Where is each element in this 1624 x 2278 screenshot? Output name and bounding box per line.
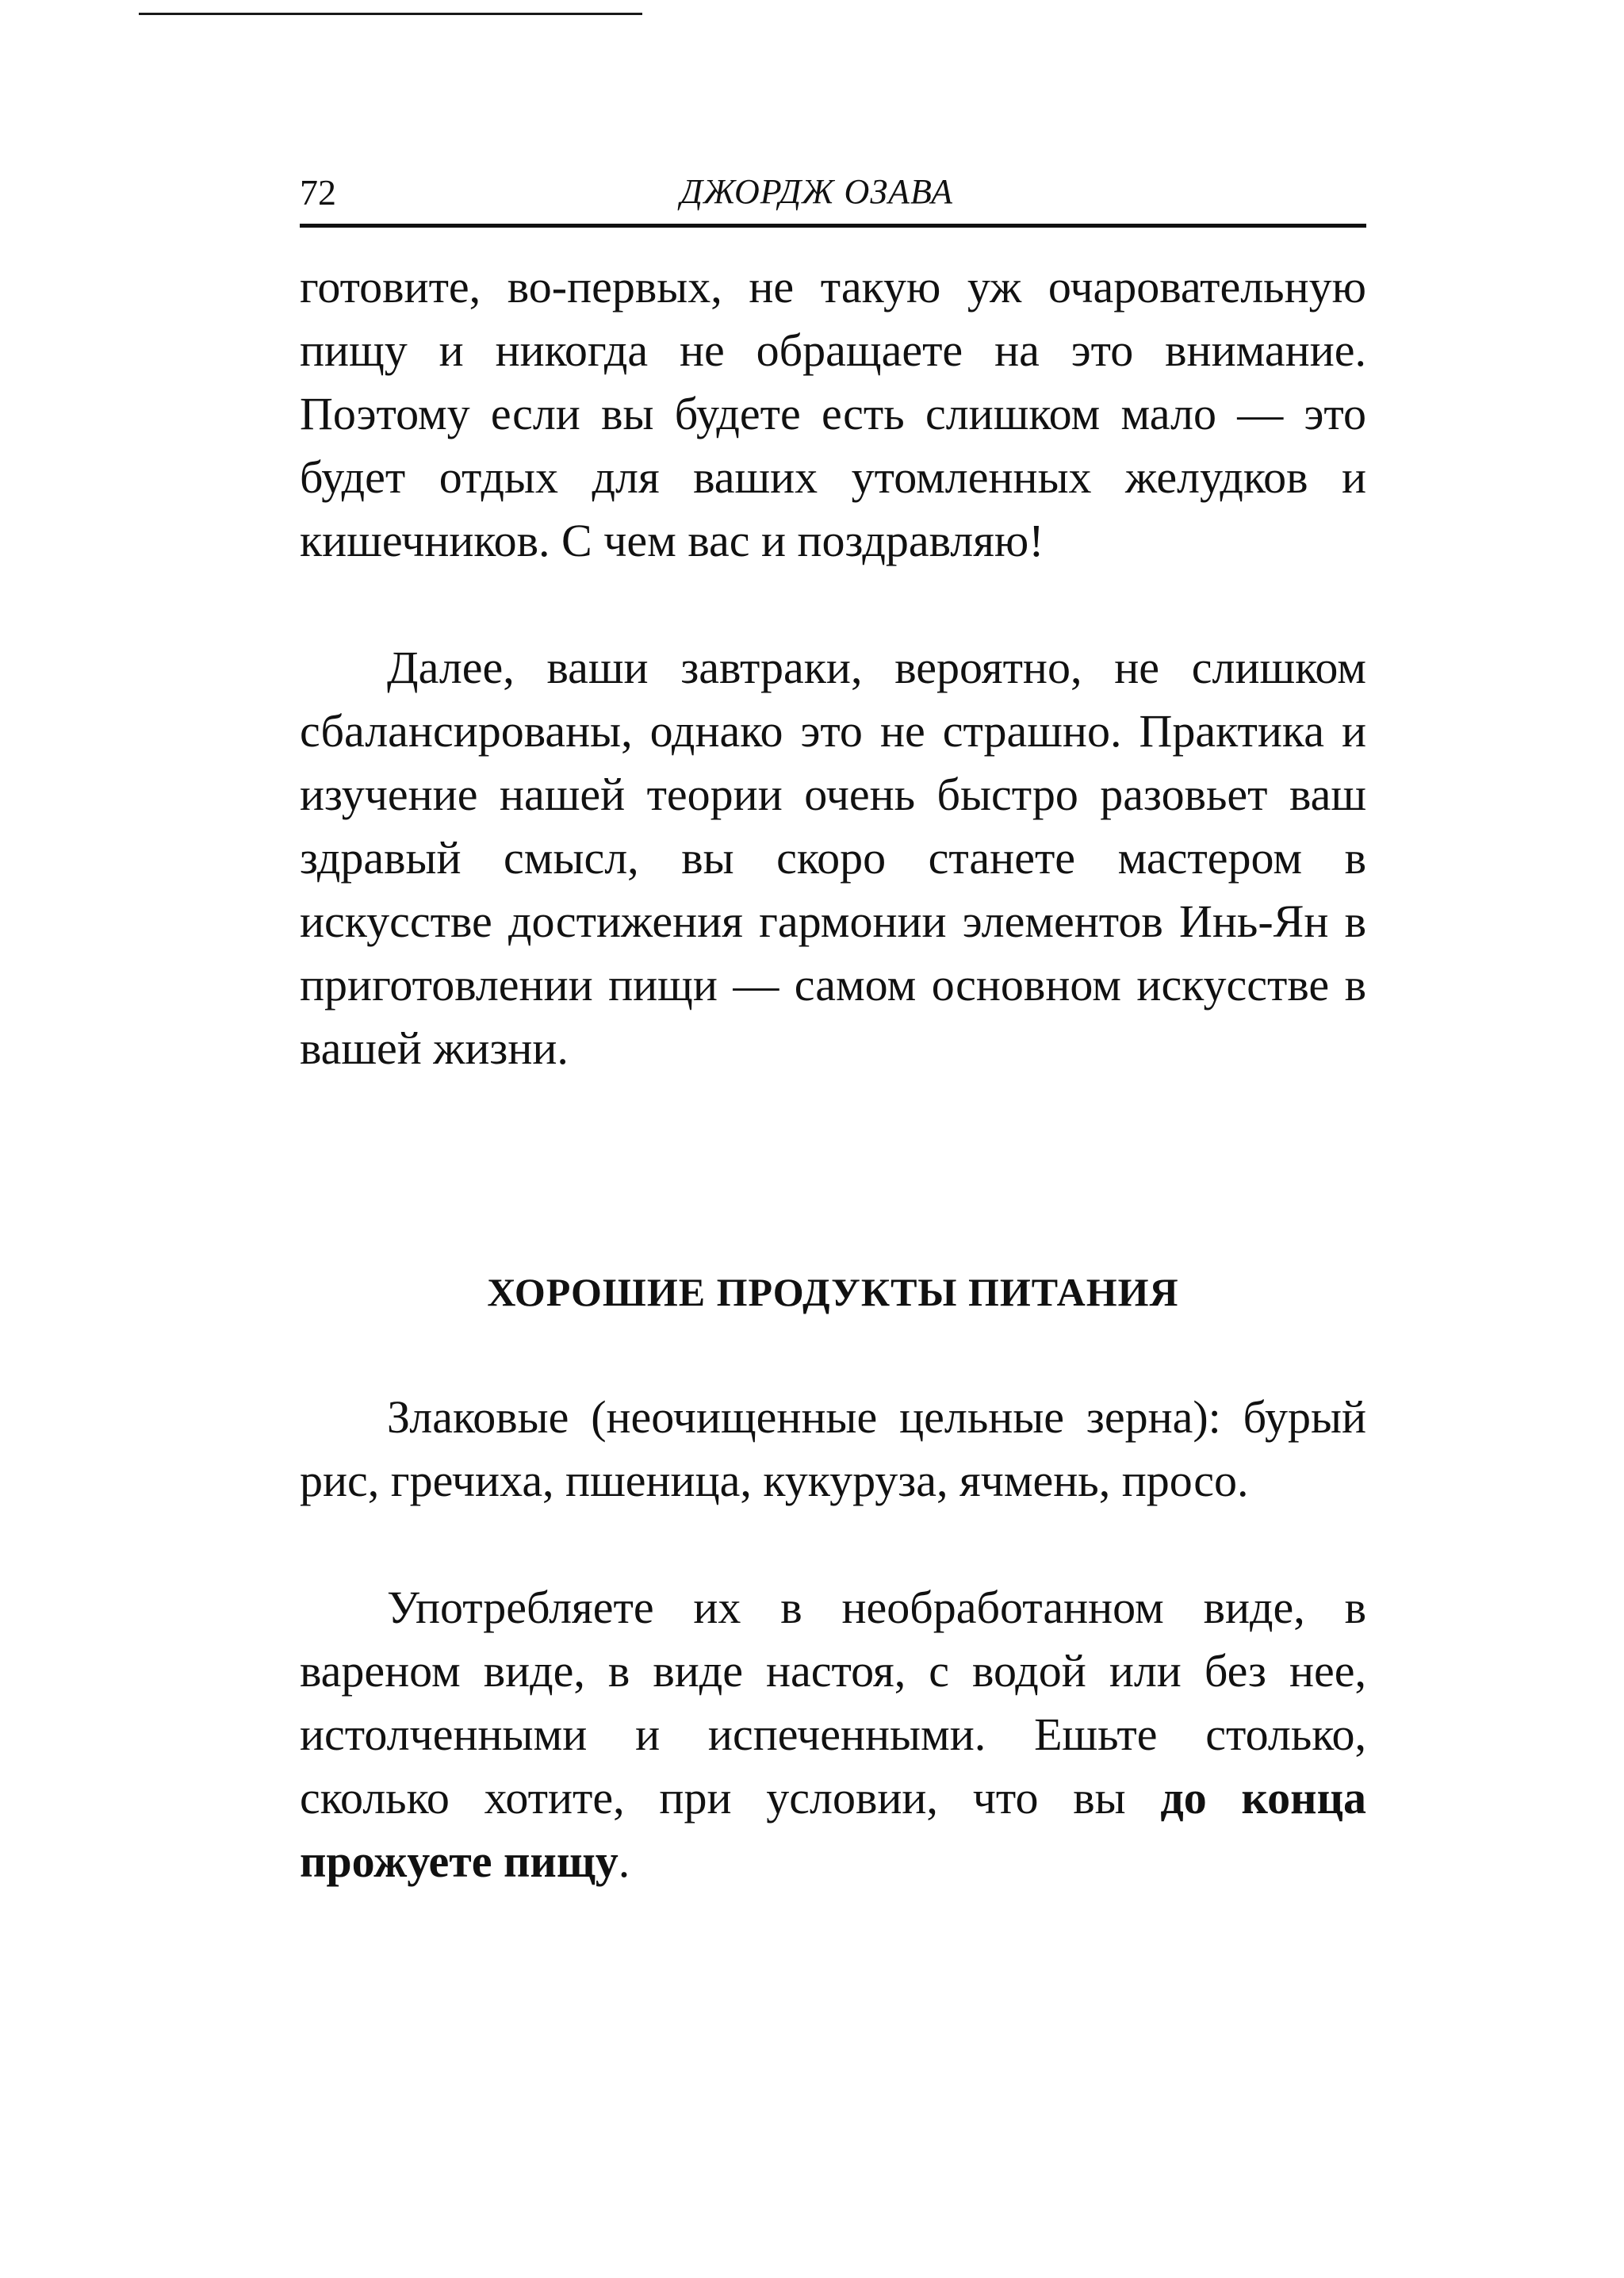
paragraph-4-end: .: [618, 1835, 630, 1887]
paragraph-4-bold-phrase: до конца прожуете пищу: [300, 1772, 1366, 1887]
page-number: 72: [300, 172, 336, 213]
paragraph-3-text: Злаковые (неочищенные цельные зерна): бурый рис, гречиха, пшеница, кукуруза, ячмень, просо.: [300, 1391, 1366, 1506]
paragraph-1: [300, 255, 1366, 573]
paragraph-3: [300, 1386, 1366, 1513]
running-title: ДЖОРДЖ ОЗАВА: [680, 172, 954, 211]
paragraph-4: [300, 1576, 1366, 1893]
paragraph-2: [300, 636, 1366, 1080]
paragraph-4-main: Употребляете их в необработанном виде, в вареном виде, в виде настоя, с водой или без нее, истолченными и испеченными. Ешьте столько, сколько хотите, при условии, что вы: [300, 1582, 1366, 1824]
paragraph-4-text: [300, 1576, 1366, 1893]
page-header: [300, 167, 1366, 228]
paragraph-1-text: готовите, во-первых, не такую уж очаровательную пищу и никогда не обращаете на это внимание. Поэтому если вы будете есть слишком мало — это будет отдых для ваших утомленных желудков и кишечников. С чем вас и поздравляю!: [300, 261, 1366, 566]
section-heading: ХОРОШИЕ ПРОДУКТЫ ПИТАНИЯ: [487, 1270, 1179, 1314]
paragraph-2-text: Далее, ваши завтраки, вероятно, не слишком сбалансированы, однако это не страшно. Практика и изучение нашей теории очень быстро разовьет ваш здравый смысл, вы скоро станете мастером в искусстве достижения гармонии элементов Инь-Ян в приготовлении пищи — самом основном искусстве в вашей жизни.: [300, 642, 1366, 1074]
scan-edge-line: [139, 13, 642, 15]
